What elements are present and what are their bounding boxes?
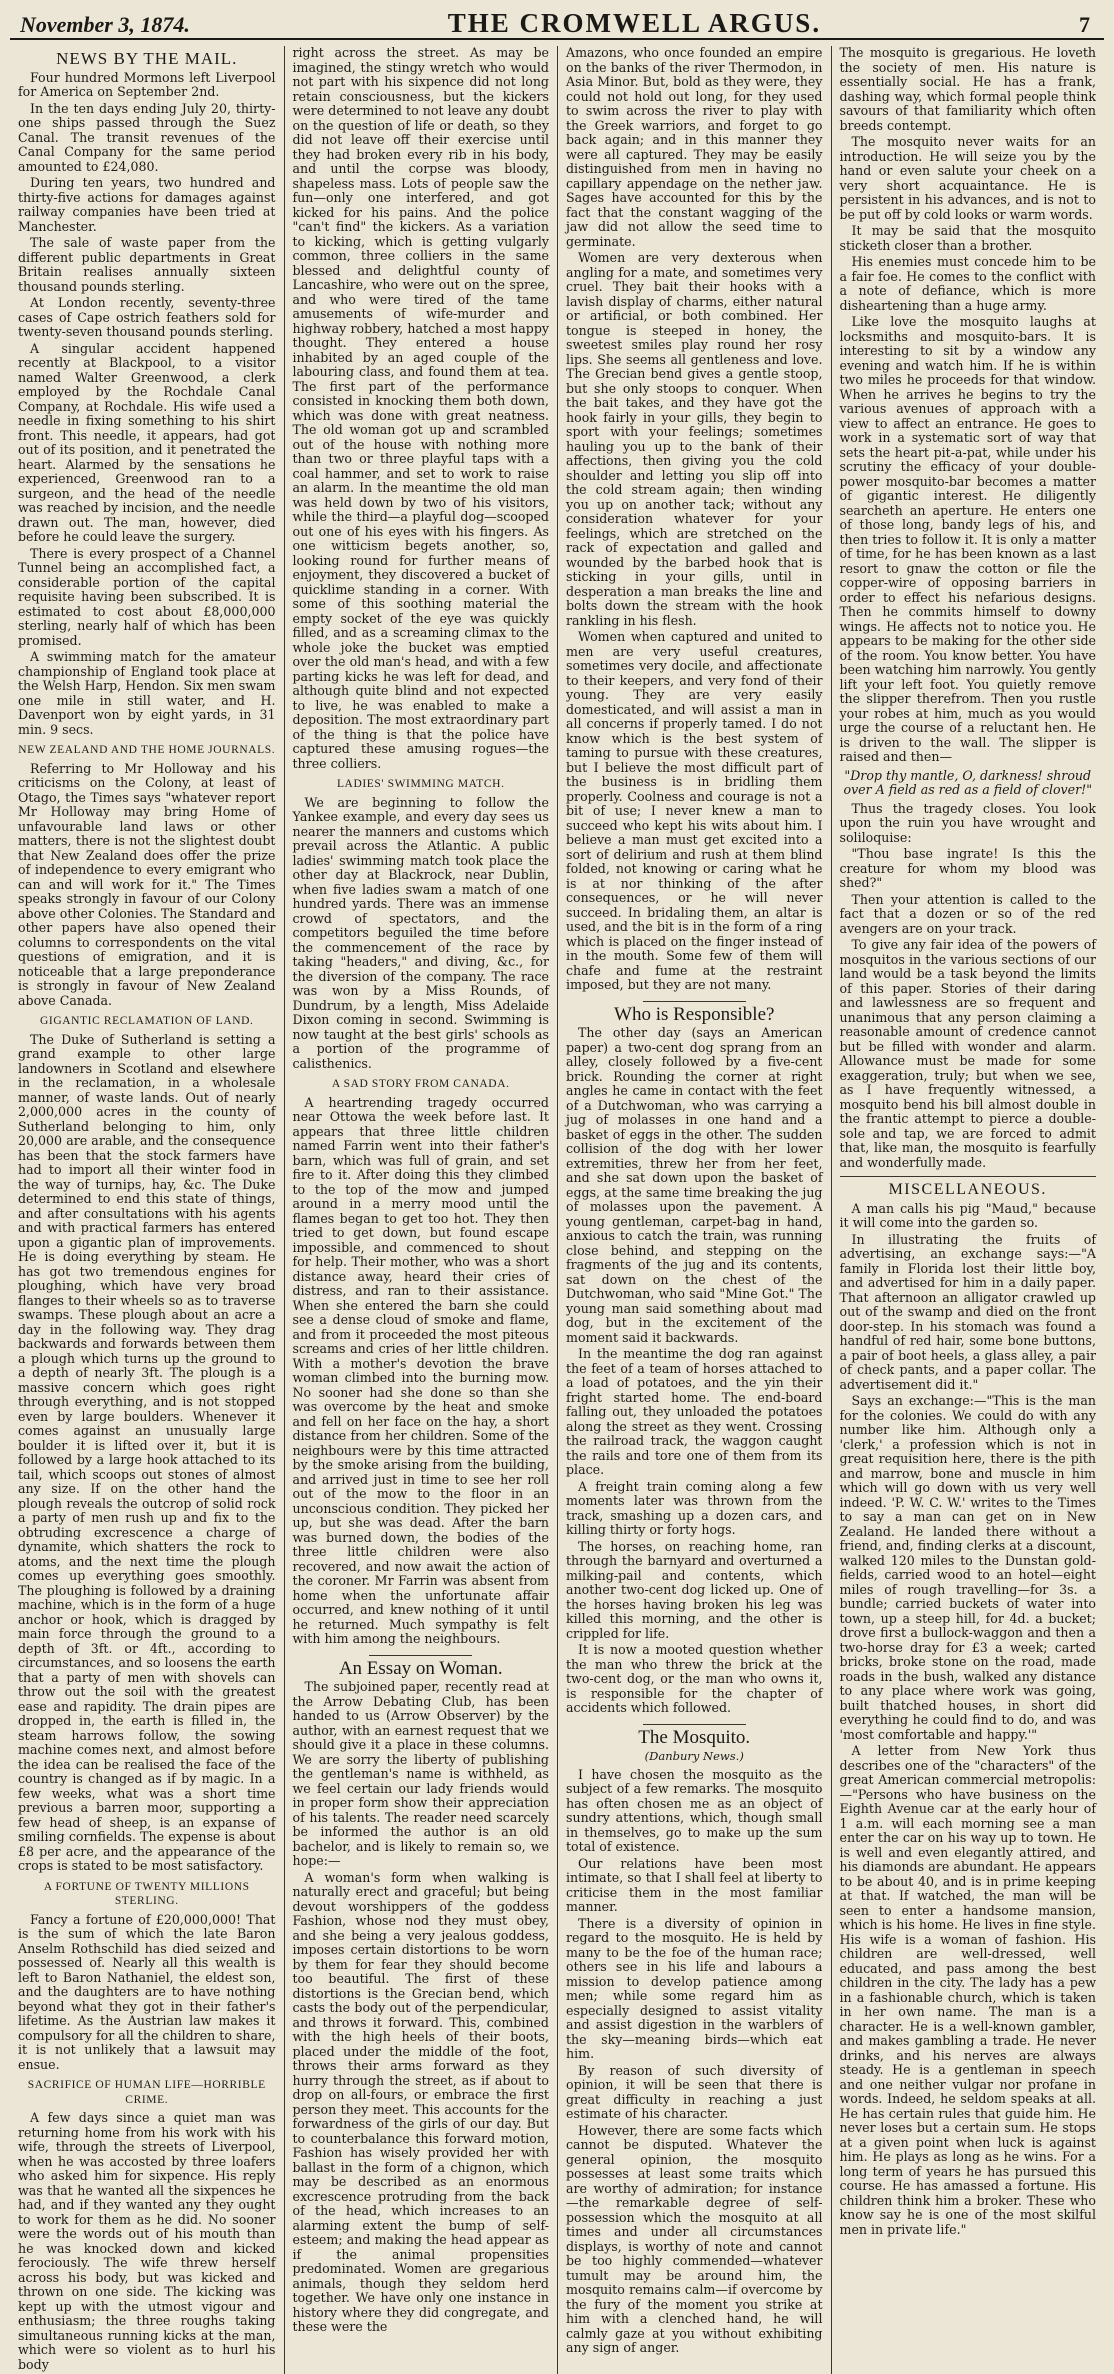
paragraph: Women when captured and united to men are very useful creatures, sometimes very docile, and affectionate to their keepers, and very fond of their young. They are very easily domesticated, and will assist a man in all concerns if properly tamed. I do not know which is the best system of taming to pursue with these creatures, but I believe the most difficult part of the business is in bridling them properly. Coolness and courage is not a bit of use; I never knew a man to succeed who kept his wits about him. I believe a man must get excited into a sort of delirium and rush at them blind folded, not knowing or caring what he is at nor thinking of the after consequences, or he will never succeed. In bridaling them, an altar is used, and the bit is in the form of a ring which is placed on the finger instead of in the mouth. Some few of them will chafe and fume at the restraint imposed, but they are not many. (566, 629, 823, 992)
paragraph: Then your attention is called to the fact that a dozen or so of the red avengers are on your track. (839, 891, 1096, 936)
article-heading: The Mosquito. (638, 1726, 751, 1748)
paragraph: Fancy a fortune of £20,000,000! That is the sum of which the late Baron Anselm Rothschild has died seized and possessed of. Nearly all this wealth is left to Baron Nathaniel, the eldest son, and the daughters are to have nothing beyond what they got in their father's lifetime. As the Austrian law makes it compulsory for all the children to share, it is not unlikely that a lawsuit may ensue. (18, 1911, 276, 2072)
paragraph: The Duke of Sutherland is setting a grand example to other large landowners in Scotland and elsewhere in the reclamation, in a wholesale manner, of waste lands. Out of nearly 2,000,000 acres in the county of Sutherland belonging to him, only 20,000 are arable, and the consequence has been that the stock farmers have had to import all their winter food in the way of turnips, hay, &c. The Duke determined to end this state of things, and after consultations with his agents and with practical farmers has entered upon a gigantic plan of improvements. He is doing everything by steam. He has got two tremendous engines for ploughing, which have very broad flanges to their wheels so as to traverse swamps. These plough about an acre a day in the following way. They drag backwards and forwards between them a plough which turns up the ground to a depth of nearly 3ft. The plough is a massive concern which goes right through everything, and is not stopped even by large boulders. Whenever it comes against an unusually large boulder it is lifted over it, but it is followed by a large hook attached to its tail, which scoops out stones of almost any size. If on the other hand the plough reveals the outcrop of solid rock a party of men rush up and fix to the obtruding excrescence a charge of dynamite, which shatters the rock to atoms, and the next time the plough comes up everything goes smoothly. The ploughing is followed by a draining machine, which is in the form of a huge anchor or hook, which is dragged by main force through the ground to a depth of 3ft. or 4ft., according to circumstances, and so loosens the earth that a party of men with shovels can throw out the soil with the greatest ease and rapidity. The drain pipes are dropped in, the earth is filled in, the steam harrows follow, the sowing machine comes next, and almost before the idea can be realised the face of the country is changed as if by magic. In a few weeks, what was a short time previous a barren moor, supporting a few head of sheep, is an expanse of smiling cornfields. The expense is about £8 per acre, and the appearance of the crops is stated to be most satisfactory. (18, 1031, 276, 1873)
paragraph: At London recently, seventy-three cases of Cape ostrich feathers sold for twenty-seven thousand pounds sterling. (18, 295, 276, 339)
paragraph: There is a diversity of opinion in regard to the mosquito. He is held by many to be the foe of the human race; others see in his life and labours a mission to develop patience among men; while some regard him as especially designed to assist vitality and assist digestion in the warblers of the sky—meaning birds—which eat him. (566, 1915, 823, 2061)
paragraph: It is now a mooted question whether the man who threw the brick at the two-cent dog, or the man who owns it, is responsible for the chapter of accidents which followed. (566, 1642, 823, 1715)
subsection-heading: LADIES' SWIMMING MATCH. (336, 778, 505, 790)
paragraph: A swimming match for the amateur championship of England took place at the Welsh Harp, Hendon. Six men swam one mile in still water, and H. Davenport won by eight yards, in 31 min. 9 secs. (18, 649, 276, 737)
divider-rule (643, 1001, 746, 1002)
paragraph: "Thou base ingrate! Is this the creature for whom my blood was shed?" (839, 846, 1096, 890)
paragraph: Thus the tragedy closes. You look upon the ruin you have wrought and soliloquise: (839, 800, 1096, 845)
paragraph: Our relations have been most intimate, so that I shall feel at liberty to criticise them in the most familiar manner. (566, 1855, 823, 1914)
paragraph: A heartrending tragedy occurred near Ottowa the week before last. It appears that three little children named Farrin went into their father's barn, which was full of grain, and set fire to it. After doing this they climbed to the top of the mow and jumped around in a merry mood until the flames began to get too hot. They then tried to get down, but found escape impossible, and commenced to shout for help. Their mother, who was a short distance away, heard their cries of distress, and ran to their assistance. When she entered the barn she could see a dense cloud of smoke and flame, and from it proceeded the most piteous screams and cries of her little children. With a mother's devotion the brave woman climbed into the burning mow. No sooner had she done so than she was overcome by the heat and smoke and fell on her face on the hay, a short distance from her children. Some of the neighbours were by this time attracted by the smoke arising from the building, and arrived just in time to see her roll out of the mow to the floor in an unconscious condition. They picked her up, but she was dead. After the barn was burned down, the bodies of the three little children were also recovered, and now await the action of the coroner. Mr Farrin was absent from home when the unfortunate affair occurred, and knew nothing of it until he returned. Much sympathy is felt with him among the neighbours. (292, 1094, 549, 1646)
column-2 (284, 46, 558, 2374)
paragraph: Women are very dexterous when angling for a mate, and sometimes very cruel. They bait their hooks with a lavish display of charms, either natural or artificial, or both combined. Her tongue is steeped in honey, the sweetest smiles play round her rosy lips. She seems all gentleness and love. The Grecian bend gives a gentle stoop, but she only stoops to conquer. When the bait takes, and they have got the hook fairly in your gills, they begin to sport with your feelings; sometimes hauling you up to the bank of their affections, then giving you the cold shoulder and letting you slip off into the cold stream again; then winding you up on another tack; without any consideration whatever for your feelings, which are stretched on the rack of expectation and galled and wounded by the barbed hook that is sticking in your gills, until in desperation a man breaks the line and bolts down the stream with the hook rankling in his flesh. (566, 250, 823, 628)
paragraph: Referring to Mr Holloway and his criticisms on the Colony, at least of Otago, the Times says "whatever report Mr Holloway may bring Home of unfavourable land laws or other matters, there is not the slightest doubt that New Zealand does offer the prize of independence to every emigrant who can and will work for it." The Times speaks strongly in favour of our Colony above other Colonies. The Standard and other papers have also opened their columns to correspondents on the vital questions of emigration, and it is noticeable that a large preponderance is strongly in favour of New Zealand above Canada. (18, 760, 276, 1008)
section-heading: NEWS BY THE MAIL. (56, 49, 238, 68)
issue-date: November 3, 1874. (20, 12, 190, 37)
paragraph: A man calls his pig "Maud," because it will come into the garden so. (839, 1200, 1096, 1230)
columns (10, 45, 1104, 2372)
divider-rule (369, 1655, 472, 1656)
paragraph: I have chosen the mosquito as the subject of a few remarks. The mosquito has often chosen me as an object of sundry attentions, which, though small in themselves, go to make up the sum total of existence. (566, 1766, 823, 1854)
subsection-heading: NEW ZEALAND AND THE HOME JOURNALS. (18, 744, 276, 756)
paragraph: In illustrating the fruits of advertising, an exchange says:—"A family in Florida lost their little boy, and advertised for him in a daily paper. That afternoon an alligator crawled up out of the swamp and died on the front door-step. In his stomach was found a handful of red hair, some bone buttons, a pair of boot heels, a glass alley, a pair of check pants, and a paper collar. The advertisement did it." (839, 1231, 1096, 1392)
paragraph: There is every prospect of a Channel Tunnel being an accomplished fact, a considerable portion of the capital requisite having been subscribed. It is estimated to cost about £8,000,000 sterling, nearly half of which has been promised. (18, 545, 276, 648)
paragraph: In the meantime the dog ran against the feet of a team of horses attached to a load of potatoes, and the yin their fright started home. The end-board falling out, they unloaded the potatoes along the street as they went. Crossing the railroad track, the waggon caught the rails and tore one of them from its place. (566, 1346, 823, 1477)
subsection-heading: A SAD STORY FROM CANADA. (331, 1078, 510, 1090)
paragraph: A letter from New York thus describes one of the "characters" of the great American commercial metropolis:—"Persons who have business on the Eighth Avenue car at the early hour of 1 a.m. will each morning see a man enter the car on his way up to town. He is well and even elegantly attired, and his diamonds are abundant. He appears to be about 40, and is in prime keeping at that. If watched, the man will be seen to enter a handsome mansion, which is his home. He lives in fine style. His wife is a woman of fashion. His children are well-dressed, well educated, and pass among the best children in the city. The lady has a pew in a fashionable church, which is taken in her own name. The man is a character. He is a well-known gambler, and makes gambling a trade. He never drinks, and his nerves are always steady. He is a gentleman in speech and one neither vulgar nor profane in words. Indeed, he seldom speaks at all. He has certain rules that guide him. He never loses but a certain sum. He stops at a given point when luck is against him. He plays as long as he wins. For a long term of years he has pursued this course. He has amassed a fortune. His children think him a broker. These who know say he is one of the most skilful men in private life." (839, 1743, 1096, 2237)
masthead (10, 8, 1104, 40)
paragraph: Says an exchange:—"This is the man for the colonies. We could do with any number like him. Although only a 'clerk,' a profession which is not in great requisition here, there is the pith and marrow, bone and muscle in him which will go down with us very well indeed. 'P. W. C. W.' writes to the Times to say a man can get on in New Zealand. He landed there without a friend, and, finding clerks at a discount, walked 120 miles to the Dunstan gold-fields, carried wood to an hotel—eight miles of rough travelling—for 3s. a bundle; carried buckets of water into town, up a steep hill, for 4d. a bucket; drove first a bullock-waggon and then a two-horse dray for £3 a week; carted bricks, broke stone on the road, made roads in the bush, walked any distance to any place where work was going, built thatched houses, in short did everything he could find to do, and was 'most comfortable and happy.'" (839, 1393, 1096, 1742)
paragraph: The other day (says an American paper) a two-cent dog sprang from an alley, closely followed by a five-cent brick. Rounding the corner at right angles he came in contact with the feet of a Dutchwoman, who was carrying a jug of molasses in one hand and a basket of eggs in the other. The sudden collision of the dog with her lower extremities, threw her from her feet, and she sat down upon the basket of eggs, at the same time breaking the jug of molasses upon the pavement. A young gentleman, carpet-bag in hand, anxious to catch the train, was running close behind, and stepping on the fragments of the jug and its contents, sat down on the chest of the Dutchwoman, who said "Mine Got." The young man said something about mad dog, but in the excitement of the moment said it backwards. (566, 1025, 823, 1345)
article-source: (Danbury News.) (644, 1749, 744, 1763)
paragraph: In the ten days ending July 20, thirty-one ships passed through the Suez Canal. The transit revenues of the Canal Company for the same period amounted to £24,080. (18, 100, 276, 174)
subsection-heading: A FORTUNE OF TWENTY MILLIONS STERLING. (43, 1880, 250, 1907)
article-heading: An Essay on Woman. (338, 1657, 503, 1679)
paragraph-continued: The mosquito is gregarious. He loveth the society of men. His nature is essentially social. He has a frank, dashing way, which formal people think savours of that familiarity which often breeds contempt. (839, 45, 1096, 133)
paragraph: Like love the mosquito laughs at locksmiths and mosquito-bars. It is interesting to sit by a window any evening and watch him. If he is within two miles he proceeds for that window. When he arrives he begins to try the various avenues of approach with a view to affect an entrance. He goes to work in a systematic sort of way that sets the heart pit-a-pat, while under his scrutiny the efficacy of your double-power mosquito-bar becomes a matter of gigantic interest. He diligently searcheth an aperture. He enters one of those long, bandy legs of his, and then tries to follow it. It is only a matter of time, for he has been known as a last resort to gnaw the cotton or file the copper-wire of opposing barriers in order to effect his nefarious designs. Then he commits himself to downy wings. He affects not to notice you. He appears to be making for the other side of the room. You know better. You have been watching him narrowly. You gently lift your left foot. You quietly remove the slipper therefrom. Then you rustle your robes at him, much as you would urge the course of a reluctant hen. He is driven to the wall. The slipper is raised and then— (839, 314, 1096, 764)
subsection-heading: SACRIFICE OF HUMAN LIFE—HORRIBLE CRIME. (27, 2079, 266, 2106)
paragraph-continued: Amazons, who once founded an empire on the banks of the river Thermodon, in Asia Minor. But, bold as they were, they could not hold out long, for they used to swim across the river to play with the Greek warriors, and forget to go back again; and in this manner they were all captured. They may be easily distinguished from men in having no capillary appendage on the nether jaw. Sages have accounted for this by the fact that the constant wagging of the jaw did not allow the seed time to germinate. (566, 45, 823, 249)
column-1 (10, 46, 284, 2374)
newspaper-title: THE CROMWELL ARGUS. (447, 8, 822, 38)
paragraph: The subjoined paper, recently read at the Arrow Debating Club, has been handed to us (Arrow Observer) by the author, with an earnest request that we should give it a place in these columns. We are sorry the liberty of publishing the gentleman's name is withheld, as we feel certain our lady friends would in proper form show their appreciation of his talents. The reader need scarcely be informed the author is an old bachelor, and is likely to remain so, we hope:— (292, 1679, 549, 1868)
paragraph: The horses, on reaching home, ran through the barnyard and overturned a milking-pail and contents, which another two-cent dog licked up. One of the horses having broken his leg was killed this morning, and the other is crippled for life. (566, 1538, 823, 1641)
page-number: 7 (1078, 12, 1090, 37)
verse-quote: "Drop thy mantle, O, darkness! shroud over A field as red as a field of clover!" (843, 767, 1092, 797)
paragraph: His enemies must concede him to be a fair foe. He comes to the conflict with a note of defiance, which is more disheartening than a huge army. (839, 254, 1096, 313)
paragraph: The mosquito never waits for an introduction. He will seize you by the hand or even salute your cheek on a very short acquaintance. He is persistent in his advances, and is not to be put off by cold looks or warm words. (839, 134, 1096, 222)
divider-rule (840, 1176, 1097, 1177)
section-heading: MISCELLANEOUS. (888, 1181, 1047, 1198)
paragraph: To give any fair idea of the powers of mosquitos in the various sections of our land would be a task beyond the limits of this paper. Stories of their daring and lawlessness are so frequent and unanimous that any person claiming a reasonable amount of credence cannot but be filled with wonder and alarm. Allowance must be made for some exaggeration, truly; but when we see, as I have frequently witnessed, a mosquito bend his bill almost double in the frantic attempt to pierce a double-sole and tap, we are forced to admit that, like man, the mosquito is fearfully and wonderfully made. (839, 937, 1096, 1170)
paragraph: However, there are some facts which cannot be disputed. Whatever the general opinion, the mosquito possesses at least some traits which are worthy of admiration; for instance—the remarkable degree of self-possession which the mosquito at all times and under all circumstances displays, is worthy of note and cannot be too highly commended—whatever tumult may be around him, the mosquito remains calm—if overcome by the fury of the moment you strike at him with a clenched hand, he will calmly gaze at you without exhibiting any sign of anger. (566, 2122, 823, 2355)
paragraph: A woman's form when walking is naturally erect and graceful; but being devout worshippers of the goddess Fashion, whose nod they must obey, and she being a very jealous goddess, imposes certain distortions to be worn by them for fear they should become too beautiful. The first of these distortions is the Grecian bend, which casts the body out of the perpendicular, and throws it forward. This, combined with the high heels of their boots, placed under the middle of the foot, throws their arms forward as they hurry through the street, as if about to drop on all-fours, or embrace the first person they meet. This accounts for the forwardness of the girls of our day. But to counterbalance this forward motion, Fashion has wisely provided her with ballast in the form of a chignon, which may be described as an enormous excrescence protruding from the back of the head, which increases to an alarming extent the bump of self-esteem; and making the head appear as if the animal propensities predominated. Women are gregarious animals, though they seldom herd together. We have only one instance in history where they did congregate, and these were the (292, 1869, 549, 2334)
column-3 (557, 46, 831, 2374)
subsection-heading: GIGANTIC RECLAMATION OF LAND. (39, 1015, 254, 1027)
article-heading: Who is Responsible? (614, 1003, 775, 1025)
paragraph: During ten years, two hundred and thirty-five actions for damages against railway companies have been tried at Manchester. (18, 175, 276, 234)
paragraph-continued: right across the street. As may be imagined, the stingy wretch who would not part with his sixpence did not long retain consciousness, but the kickers were determined to not leave any doubt on the question of life or death, so they did not leave off their exercise until they had broken every rib in his body, and until the corpse was bloody, shapeless mass. Lots of people saw the fun—only one interfered, and got kicked for his pains. And the police "can't find" the kickers. As a variation to kicking, which is getting vulgarly common, three colliers in the same blessed and delightful county of Lancashire, who were out on the spree, and who were tired of the tame amusements of wife-murder and highway robbery, hatched a most happy thought. They entered a house inhabited by an aged couple of the labouring class, and found them at tea. The first part of the performance consisted in knocking them both down, which was done with great neatness. The old woman got up and scrambled out of the house with nothing more than two or three playful taps with a coal hammer, and set to work to raise an alarm. In the meantime the old man was held down by two of his visitors, while the third—a playful dog—scooped out one of his eyes with his fingers. As one witticism begets another, so, looking round for further means of enjoyment, they discovered a bucket of quicklime standing in a corner. With some of this soothing material the empty socket of the eye was quickly filled, and as a screaming climax to the whole joke the bucket was emptied over the old man's head, and with a few parting kicks he was left for dead, and although quite blind and not expected to live, he was enabled to make a deposition. The most extraordinary part of the thing is that the police have captured these amusing rogues—the three colliers. (292, 45, 549, 771)
paragraph: It may be said that the mosquito sticketh closer than a brother. (839, 223, 1096, 253)
paragraph: By reason of such diversity of opinion, it will be seen that there is great difficulty in reaching a just estimate of his character. (566, 2062, 823, 2121)
paragraph: A singular accident happened recently at Blackpool, to a visitor named Walter Greenwood, a clerk employed by the Rochdale Canal Company, at Rochdale. His wife used a needle in fixing something to his shirt front. This needle, it appears, had got out of its position, and it penetrated the heart. Alarmed by the sensations he experienced, Greenwood ran to a surgeon, and the head of the needle was reached by incision, and the needle drawn out. The man, however, died before he could leave the surgery. (18, 340, 276, 544)
paragraph: The sale of waste paper from the different public departments in Great Britain realises annually sixteen thousand pounds sterling. (18, 235, 276, 294)
paragraph: Four hundred Mormons left Liverpool for America on September 2nd. (18, 69, 276, 99)
column-4 (831, 46, 1105, 2374)
paragraph: A freight train coming along a few moments later was thrown from the track, smashing up a dozen cars, and killing thirty or forty hogs. (566, 1478, 823, 1537)
divider-rule (643, 1724, 746, 1725)
paragraph: We are beginning to follow the Yankee example, and every day sees us nearer the manners and customs which prevail across the Atlantic. A public ladies' swimming match took place the other day at Blackrock, near Dublin, when five ladies swam a match of one hundred yards. There was an immense crowd of spectators, and the competitors beguiled the time before the commencement of the race by taking "headers," and diving, &c., for the diversion of the company. The race was won by a Miss Rounds, of Dundrum, by a length, Miss Adelaide Dixon coming in second. Swimming is now taught at the best girls' schools as a portion of the programme of calisthenics. (292, 794, 549, 1071)
paragraph: A few days since a quiet man was returning home from his work with his wife, through the streets of Liverpool, when he was accosted by three loafers who asked him for sixpence. His reply was that he wanted all the sixpences he had, and if they wanted any they ought to work for them as he did. No sooner were the words out of his mouth than he was knocked down and kicked ferociously. The wife threw herself across his body, but was kicked and thrown on one side. The kicking was kept up with the utmost vigour and enthusiasm; the three roughs taking simultaneous running kicks at the man, which were so violent as to hurl his body (18, 2110, 276, 2372)
